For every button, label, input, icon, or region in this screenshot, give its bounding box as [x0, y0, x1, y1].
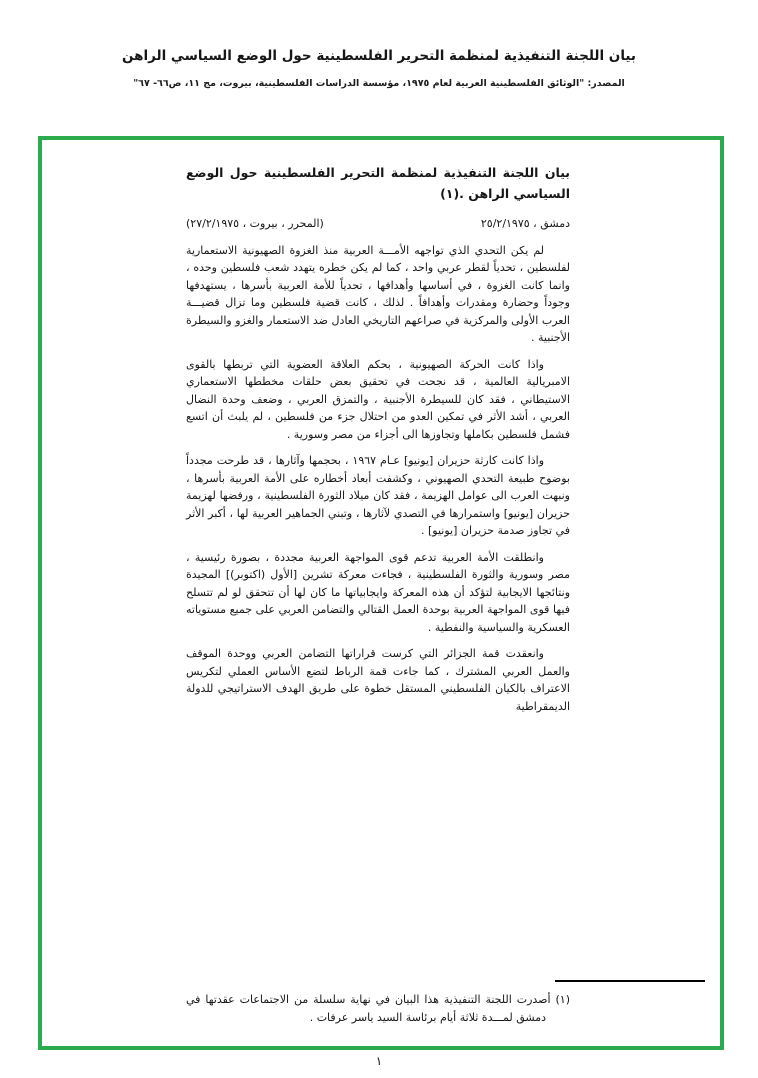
- document-paragraph: وانطلقت الأمة العربية تدعم قوى المواجهة العربية مجددة ، بصورة رئيسية ، مصر وسورية والثورة الفلسطينية ، فجاءت معركة تشرين [الأول (اكتوبر)] المجيدة ونتائجها الايجابية لتؤكد أن هذه المعركة وايجابياتها ما كان لها أن تتحقق لو لم تتسلح فيها قوى المواجهة العربية بوحدة العمل القتالي والتضامن العربي على جميع مستوياته العسكرية والسياسية والنفطية .: [186, 550, 570, 634]
- dateline-place: دمشق ، ٢٥/٢/١٩٧٥: [480, 217, 570, 230]
- dateline-publisher: (المحرر ، بيروت ، ٢٧/٢/١٩٧٥): [186, 217, 324, 230]
- page-header: [0, 48, 758, 89]
- document-paragraph: وانعقدت قمة الجزائر التي كرست قراراتها التضامن العربي ووحدة الموقف والعمل العربي المشترك ، كما جاءت قمة الرباط لتضع الأساس العملي لتكريس الاعتراف بالكيان الفلسطيني المستقل خطوة على طريق الهدف الاستراتيجي للدولة الديمقراطية: [186, 647, 570, 713]
- footnote: (١) أصدرت اللجنة التنفيذية هذا البيان في نهاية سلسلة من الاجتماعات عقدتها في دمشق لمـــدة ثلاثة أيام برئاسة السيد ياسر عرفات .: [186, 993, 570, 1024]
- document-frame: [38, 136, 724, 1050]
- document-title: بيان اللجنة التنفيذية لمنظمة التحرير الفلسطينية حول الوضع السياسي الراهن .(١): [186, 165, 570, 201]
- source-citation: المصدر: "الوثائق الفلسطينية العربية لعام ١٩٧٥، مؤسسة الدراسات الفلسطينية، بيروت، مج ١١، ص٦٦- ٦٧": [133, 78, 625, 89]
- dateline: [186, 215, 570, 233]
- header-title: بيان اللجنة التنفيذية لمنظمة التحرير الفلسطينية حول الوضع السياسي الراهن: [122, 48, 636, 64]
- page-number: ١: [375, 1054, 383, 1068]
- document-body: [186, 162, 570, 715]
- footnote-separator: [555, 980, 705, 982]
- document-paragraph: واذا كانت الحركة الصهيونية ، بحكم العلاقة العضوية التي تربطها بالقوى الامبريالية العالمية ، قد نجحت في تحقيق بعض حلقات مخططها الاستعماري الاستيطاني ، فقد كان للسيطرة الأجنبية ، والتمزق العربي ، وضعف وحدة النضال العربي ، أشد الأثر في تمكين العدو من احتلال جزء من فلسطين ، لم يلبث أن اتسع فشمل فلسطين بكاملها وتجاوزها الى أجزاء من مصر وسورية .: [186, 357, 570, 441]
- footnote-block: [186, 980, 570, 1026]
- document-paragraph: لم يكن التحدي الذي تواجهه الأمـــة العربية منذ الغزوة الصهيونية الاستعمارية لفلسطين ، تحدياً لقطر عربي واحد ، كما لم يكن خطره يتهدد شعب فلسطين وحده ، وانما كانت الغزوة ، في أساسها وأهدافها ، تحدياً للأمة العربية بأسرها ، يستهدفها وجوداً وحضارة ومقدرات وأهدافاً . لذلك ، كانت قضية فلسطين وما تزال قضيـــة العرب الأولى والمركزية في صراعهم التاريخي العادل ضد الاستعمار والغزو والسيطرة الأجنبية .: [186, 243, 570, 344]
- document-paragraph: واذا كانت كارثة حزيران [يونيو] عـام ١٩٦٧ ، بحجمها وآثارها ، قد طرحت مجدداً بوضوح طبيعة التحدي الصهيوني ، وكشفت أبعاد أخطاره على الأمة العربية بأسرها ، ونبهت العرب الى عوامل الهزيمة ، فقد كان ميلاد الثورة الفلسطينية ، ورفضها لهزيمة حزيران [يونيو] واستمرارها في التصدي لآثارها ، وتبني الجماهير العربية لها ، أكبر الأثر في تجاوز صدمة حزيران [يونيو] .: [186, 454, 570, 537]
